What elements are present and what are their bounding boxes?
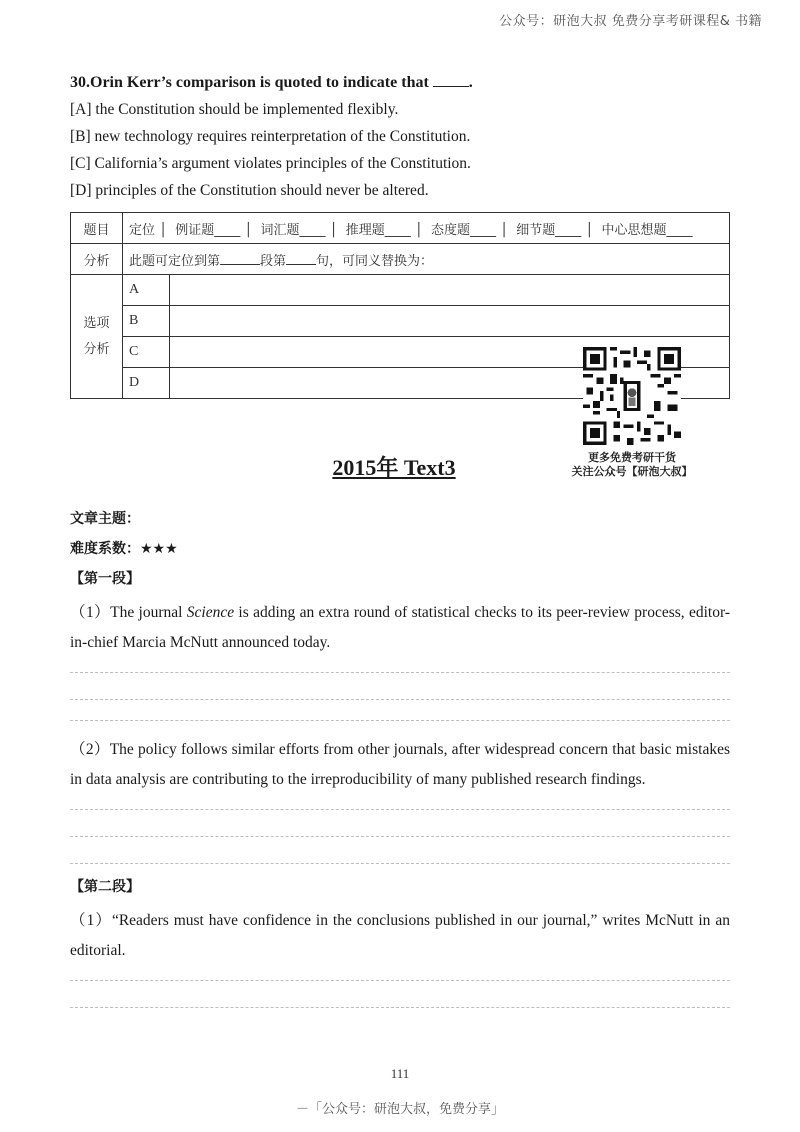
answer-line [70, 672, 730, 673]
option-row-a [71, 275, 730, 306]
answer-line [70, 836, 730, 837]
option-row-b [71, 306, 730, 337]
option-letter-d: D [123, 368, 170, 399]
paragraph-1-sentence-1 [70, 598, 730, 658]
analysis-table [70, 212, 730, 275]
qr-code-icon [583, 347, 681, 445]
blank-paragraph [220, 252, 260, 265]
type-example: 例证题____ [175, 222, 241, 238]
option-letter-a: A [123, 275, 170, 306]
locate-text-3: 句，可同义替换为： [316, 253, 434, 269]
option-b: [B] new technology requires reinterpretation of the Constitution. [70, 128, 471, 145]
question-blank [433, 72, 469, 87]
option-letter-b: B [123, 306, 170, 337]
type-locate-label: 定位 [129, 222, 156, 238]
p1s1-prefix: （1）The journal [70, 604, 187, 621]
options-label-line2: 分析 [83, 341, 110, 357]
answer-line [70, 809, 730, 810]
answer-line [70, 980, 730, 981]
options-analysis-label [71, 275, 123, 399]
type-attitude: 态度题____ [431, 222, 497, 238]
type-vocab: 词汇题____ [260, 222, 326, 238]
answer-line [70, 863, 730, 864]
type-main-idea: 中心思想题____ [601, 222, 693, 238]
question-end: . [468, 74, 473, 91]
type-detail: 细节题____ [516, 222, 582, 238]
options-label-line1: 选项 [83, 315, 110, 331]
question-text: 30.Orin Kerr’s comparison is quoted to indicate that [70, 74, 429, 91]
question-type-cell: 定位 │ 例证题____ │ 词汇题____ │ 推理题____ │ 态度题____ │ 细节题____ │ 中心思想题____ [123, 213, 730, 244]
option-b-analysis [170, 306, 730, 337]
paragraph-2-heading: 【第二段】 [70, 879, 140, 895]
blank-sentence [286, 252, 316, 265]
option-c: [C] California’s argument violates principles of the Constitution. [70, 155, 471, 172]
page-number: 111 [390, 1066, 410, 1081]
text-title: 2015年 Text3 [332, 455, 456, 480]
answer-line [70, 720, 730, 721]
locate-text-1: 此题可定位到第 [129, 253, 221, 269]
type-inference: 推理题____ [345, 222, 411, 238]
p1s1-journal: Science [186, 604, 235, 621]
qr-caption-line2: 关注公众号【研泡大叔】 [571, 465, 693, 478]
qr-caption-line1: 更多免费考研干货 [588, 451, 676, 464]
header-watermark: 公众号：研泡大叔 免费分享考研课程& 书籍 [499, 14, 762, 29]
answer-line [70, 699, 730, 700]
theme-label: 文章主题： [70, 511, 140, 527]
row-label-analysis: 分析 [71, 244, 123, 275]
option-letter-c: C [123, 337, 170, 368]
locate-text-2: 段第 [260, 253, 287, 269]
footer-watermark: －「公众号：研泡大叔，免费分享」 [295, 1102, 504, 1117]
answer-line [70, 1007, 730, 1008]
option-a-analysis [170, 275, 730, 306]
question-stem [70, 70, 730, 96]
p1s1-rest: is adding an extra round of statistical checks to its peer-review process, editor-in-chief Marcia McNutt announced today. [70, 604, 730, 651]
qr-promo [532, 347, 732, 479]
option-d: [D] principles of the Constitution should never be altered. [70, 182, 429, 199]
paragraph-1-heading: 【第一段】 [70, 571, 140, 587]
analysis-row-locate [71, 244, 730, 275]
analysis-row-type [71, 213, 730, 244]
difficulty-label: 难度系数：★★★ [70, 541, 178, 557]
option-a: [A] the Constitution should be implemented flexibly. [70, 101, 399, 118]
page-content [70, 70, 730, 1008]
qr-caption [532, 451, 732, 479]
row-label-topic: 题目 [71, 213, 123, 244]
paragraph-2-sentence-1: （1）“Readers must have confidence in the conclusions published in our journal,” writes McNutt in an editorial. [70, 912, 730, 959]
locate-cell [123, 244, 730, 275]
paragraph-1-sentence-2: （2）The policy follows similar efforts from other journals, after widespread concern that basic mistakes in data analysis are contributing to the irreproducibility of many published research findings. [70, 741, 730, 788]
